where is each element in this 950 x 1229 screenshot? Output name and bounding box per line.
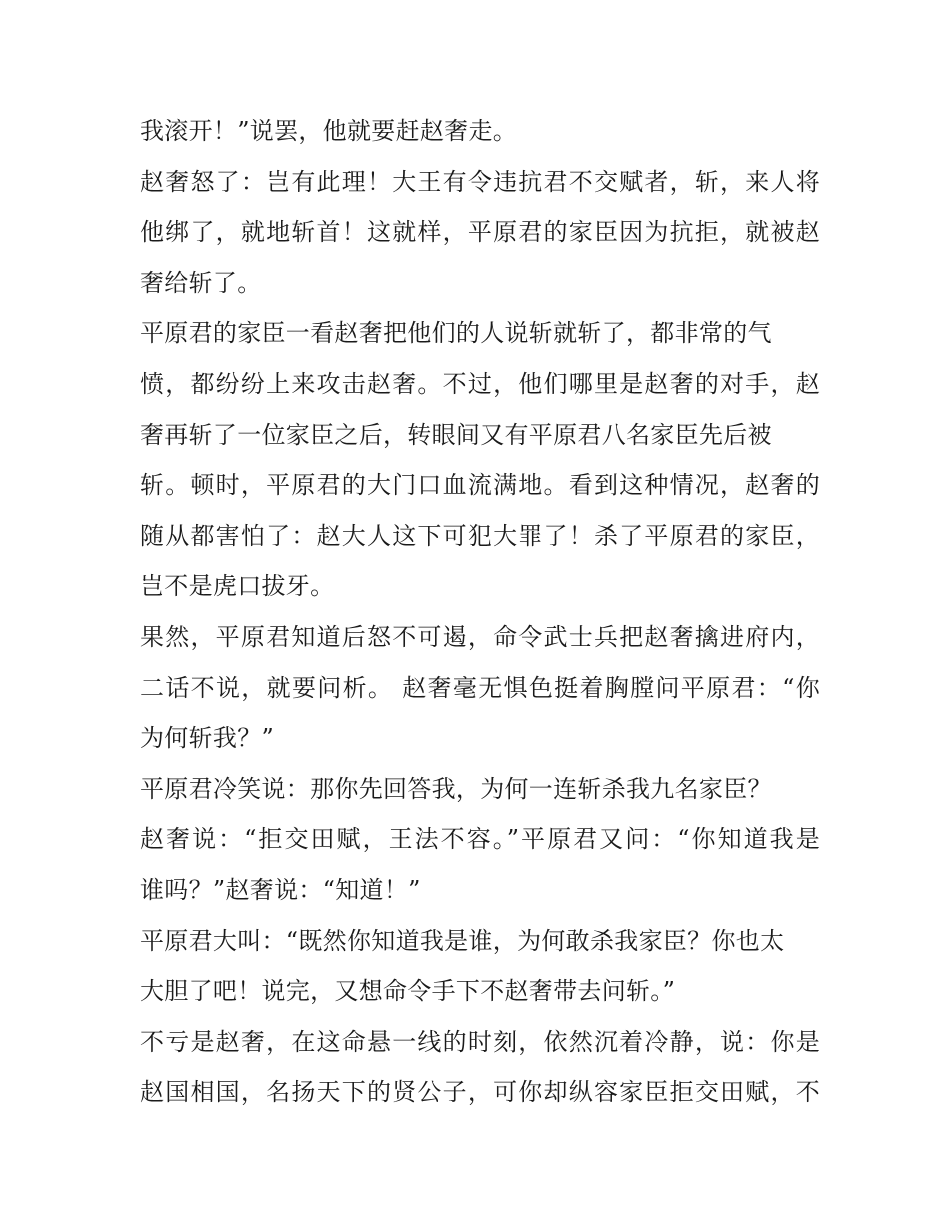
text-line: 他绑了，就地斩首！这就样，平原君的家臣因为抗拒，就被赵 xyxy=(140,218,820,247)
text-line: 奢给斩了。 xyxy=(140,268,262,297)
text-line: 赵奢说：“拒交田赋，王法不容。”平原君又问：“你知道我是 xyxy=(140,825,820,854)
text-line: 我滚开！”说罢，他就要赶赵奢走。 xyxy=(140,117,518,145)
text-line: 赵国相国，名扬天下的贤公子，可你却纵容家臣拒交田赋，不 xyxy=(140,1078,820,1107)
text-line: 岂不是虎口拔牙。 xyxy=(140,572,335,601)
text-line: 为何斩我？” xyxy=(140,724,275,753)
text-line: 斩。顿时，平原君的大门口血流满地。看到这种情况，赵奢的 xyxy=(140,471,820,500)
text-line: 二话不说，就要问析。 赵奢毫无惧色挺着胸膛问平原君：“你 xyxy=(140,673,820,702)
text-line: 平原君冷笑说：那你先回答我，为何一连斩杀我九名家臣？ xyxy=(140,774,772,803)
text-line: 赵奢怒了：岂有此理！大王有令违抗君不交赋者，斩，来人将 xyxy=(140,167,820,196)
text-line: 大胆了吧！说完，又想命令手下不赵奢带去问斩。” xyxy=(140,977,676,1006)
text-line: 奢再斩了一位家臣之后，转眼间又有平原君八名家臣先后被 xyxy=(140,420,772,449)
text-line: 愤，都纷纷上来攻击赵奢。不过，他们哪里是赵奢的对手，赵 xyxy=(140,369,820,398)
text-line: 果然，平原君知道后怒不可遏，命令武士兵把赵奢擒进府内， xyxy=(140,622,820,651)
document-body xyxy=(140,106,820,1118)
text-line: 平原君大叫：“既然你知道我是谁，为何敢杀我家臣？你也太 xyxy=(140,926,785,955)
text-line: 谁吗？”赵奢说：“知道！” xyxy=(140,875,421,904)
text-line: 平原君的家臣一看赵奢把他们的人说斩就斩了，都非常的气 xyxy=(140,319,772,348)
text-line: 随从都害怕了：赵大人这下可犯大罪了！杀了平原君的家臣， xyxy=(140,521,820,550)
text-line: 不亏是赵奢，在这命悬一线的时刻，依然沉着冷静，说：你是 xyxy=(140,1027,820,1056)
